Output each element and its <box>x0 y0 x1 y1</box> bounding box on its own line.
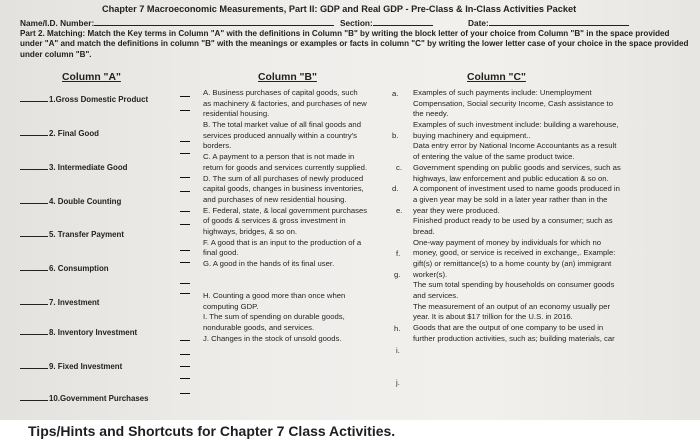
column-c-meanings <box>413 88 621 345</box>
column-c-line: Finished product ready to be used by a consumer; such as <box>413 216 613 226</box>
column-c-letter: g. <box>394 270 401 279</box>
column-b-title: Column "B" <box>258 72 317 83</box>
column-c-line: The measurement of an output of an economy usually per <box>413 301 610 311</box>
column-b-line: A. Business purchases of capital goods, such <box>203 88 358 97</box>
column-b-answer-dash[interactable] <box>180 110 190 111</box>
column-a-term <box>20 162 127 172</box>
column-b-answer-dash[interactable] <box>180 153 190 154</box>
column-b-line: I. The sum of spending on durable goods, <box>203 312 345 322</box>
name-field <box>20 18 334 28</box>
column-b-answer-dash[interactable] <box>180 340 190 341</box>
column-b-line: H. Counting a good more than once when <box>203 291 346 301</box>
column-a-term <box>20 263 109 273</box>
column-a-term-label: 1.Gross Domestic Product <box>49 95 149 104</box>
column-b-line: F. A good that is an input to the production of a <box>203 237 362 247</box>
column-b-line: return for goods and services currently supplied. <box>203 162 368 172</box>
column-a-term <box>20 297 99 307</box>
answer-blank[interactable] <box>20 229 48 237</box>
column-b-line: capital goods, changes in business inventories, <box>203 184 364 194</box>
column-c-line: the needy. <box>413 109 449 119</box>
page-title: Chapter 7 Macroeconomic Measurements, Part II: GDP and Real GDP - Pre-Class & In-Class Activities Packet <box>102 4 577 14</box>
answer-blank[interactable] <box>20 327 48 335</box>
column-a-term-label: 4. Double Counting <box>49 197 122 206</box>
column-a-term-label: 7. Investment <box>49 298 100 307</box>
section-field <box>340 18 433 28</box>
column-b-line: of goods & services & gross investment in <box>203 216 346 226</box>
column-b-definitions <box>203 88 367 345</box>
column-b-line: D. The sum of all purchases of newly produced <box>203 173 364 183</box>
date-field <box>468 18 629 28</box>
column-c-line: Examples of such investment include: building a warehouse, <box>413 120 619 130</box>
column-b-line: as machinery & factories, and purchases of new <box>203 98 367 108</box>
column-c-line: A component of investment used to name goods produced in <box>413 184 620 194</box>
column-c-line: Government spending on public goods and services, such as <box>413 162 621 172</box>
column-b-answer-dash[interactable] <box>180 378 190 379</box>
instructions-text: Match the Key terms in Column "A" with the definitions in Column "B" by writing the block letter of your choice from Column "B" in the space provided under "A" and match the definitions in column "B" with the meanings or examples or facts in column "C" by writing the lower letter case of your choice in the space provided under column "B". <box>20 29 689 59</box>
column-a-term <box>20 196 121 206</box>
column-c-letter: h. <box>394 324 401 333</box>
column-c-line: gift(s) or remittance(s) to a home county by (an) immigrant <box>413 259 612 268</box>
answer-blank[interactable] <box>20 196 48 204</box>
column-c-letter: e. <box>396 206 403 215</box>
name-label: Name/I.D. Number: <box>20 18 95 28</box>
column-a-term <box>20 361 122 371</box>
column-c-line: year they were produced. <box>413 205 500 215</box>
column-b-answer-dash[interactable] <box>180 250 190 251</box>
column-c-line: The sum total spending by households on consumer goods <box>413 280 615 290</box>
column-c-line: One-way payment of money by individuals for which no <box>413 237 602 247</box>
column-c-line: Goods that are the output of one company to be used in <box>413 323 604 333</box>
column-b-line: nondurable goods, and services. <box>203 323 315 333</box>
column-c-letter: c. <box>396 163 402 172</box>
column-c-line: Data entry error by National Income Accountants as a result <box>413 141 617 151</box>
column-c-line: and services. <box>413 291 459 301</box>
column-b-line: services produced annually within a country's <box>203 130 358 140</box>
column-b-line: borders. <box>203 141 232 151</box>
column-b-line: E. Federal, state, & local government purchases <box>203 205 368 215</box>
column-c-line: highways, law enforcement and public education & so on. <box>413 173 609 183</box>
column-a-term <box>20 128 99 138</box>
instructions <box>20 29 690 60</box>
column-a-term-label: 5. Transfer Payment <box>49 230 124 239</box>
column-c-letter: i. <box>396 346 400 355</box>
column-a-term-label: 8. Inventory Investment <box>49 328 138 337</box>
column-c-line: worker(s). <box>413 269 448 279</box>
column-b-answer-dash[interactable] <box>180 283 190 284</box>
column-b-answer-dash[interactable] <box>180 354 190 355</box>
column-c-letter: f. <box>396 249 401 258</box>
column-a-term-label: 3. Intermediate Good <box>49 163 128 172</box>
column-c-line: Compensation, Social security Income, Cash assistance to <box>413 98 613 108</box>
column-c-line: a given year may be sold in a later year rather than in the <box>413 194 608 204</box>
column-b-line: B. The total market value of all final goods and <box>203 120 361 130</box>
column-a-term-label: 9. Fixed Investment <box>49 362 123 371</box>
column-b-answer-dash[interactable] <box>180 191 190 192</box>
answer-blank[interactable] <box>20 162 48 170</box>
column-b-answer-dash[interactable] <box>180 366 190 367</box>
column-b-answer-dash[interactable] <box>180 224 190 225</box>
column-a-term-label: 10.Government Purchases <box>49 394 149 403</box>
column-b-answer-dash[interactable] <box>180 393 190 394</box>
column-b-answer-dash[interactable] <box>180 141 190 142</box>
date-label: Date: <box>468 18 489 28</box>
column-b-line: final good. <box>203 248 239 258</box>
column-a-term-label: 2. Final Good <box>49 129 99 138</box>
column-c-letter: b. <box>392 131 399 140</box>
column-a-term-label: 6. Consumption <box>49 264 109 273</box>
answer-blank[interactable] <box>20 128 48 136</box>
column-b-line: and purchases of new residential housing. <box>203 194 347 204</box>
column-c-letter: d. <box>392 184 399 193</box>
column-c-line: buying machinery and equipment.. <box>413 130 531 140</box>
section-label: Section: <box>340 18 373 28</box>
answer-blank[interactable] <box>20 263 48 271</box>
column-b-line <box>203 270 367 281</box>
column-c-line: money, good, or service is received in exchange,. Example: <box>413 248 616 258</box>
column-a-term <box>20 327 137 337</box>
column-b-answer-dash[interactable] <box>180 262 190 263</box>
column-b-answer-dash[interactable] <box>180 177 190 178</box>
column-c-letter: a. <box>392 89 399 98</box>
answer-blank[interactable] <box>20 297 48 305</box>
column-b-line: J. Changes in the stock of unsold goods. <box>203 333 342 343</box>
column-c-title: Column "C" <box>467 72 526 83</box>
column-b-answer-dash[interactable] <box>180 96 190 97</box>
column-b-answer-dash[interactable] <box>180 293 190 294</box>
column-a-term <box>20 393 149 403</box>
column-c-line: Examples of such payments include: Unemployment <box>413 88 592 97</box>
column-a-term <box>20 229 124 239</box>
column-a-term <box>20 94 148 104</box>
column-b-line: C. A payment to a person that is not made in <box>203 152 355 162</box>
column-c-letter: j. <box>396 378 400 387</box>
answer-blank[interactable] <box>20 94 48 102</box>
column-b-line: G. A good in the hands of its final user. <box>203 259 335 268</box>
column-c-line: further production activities, such as; building materials, car <box>413 333 615 343</box>
column-c-line: of entering the value of the same product twice. <box>413 152 575 162</box>
column-b-line: computing GDP. <box>203 301 259 311</box>
column-b-line: highways, bridges, & so on. <box>203 226 298 236</box>
answer-blank[interactable] <box>20 393 48 401</box>
column-c-line: year. It is about $17 trillion for the U.S. in 2016. <box>413 312 573 322</box>
column-b-line <box>203 280 367 291</box>
answer-blank[interactable] <box>20 361 48 369</box>
column-a-title: Column "A" <box>62 72 121 83</box>
footer-heading: Tips/Hints and Shortcuts for Chapter 7 Class Activities. <box>28 423 396 439</box>
column-b-line: residential housing. <box>203 109 270 119</box>
column-c-line: bread. <box>413 226 435 236</box>
column-b-answer-dash[interactable] <box>180 211 190 212</box>
instructions-lead: Part 2. Matching: <box>20 29 86 38</box>
